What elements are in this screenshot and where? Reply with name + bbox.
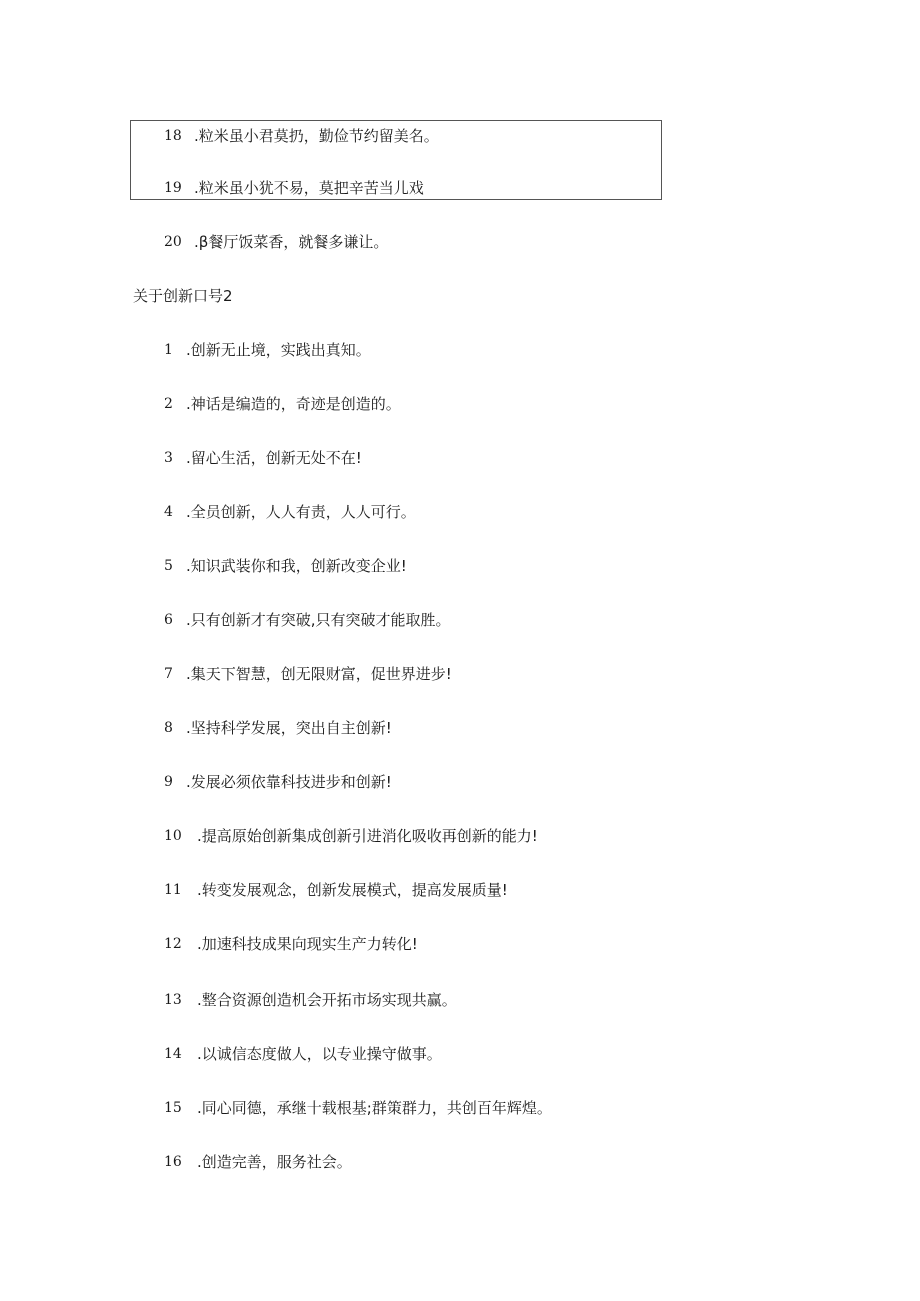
item-text: .加速科技成果向现实生产力转化! [197,935,418,953]
item-text: .整合资源创造机会开拓市场实现共赢。 [197,991,457,1009]
item-text: .集天下智慧，创无限财富，促世界进步! [186,665,452,683]
item-number: 5 [164,558,173,574]
item-number: 19 [164,180,182,196]
item-number: 16 [164,1154,182,1170]
item-number: 18 [164,128,182,144]
item-number: 9 [164,774,173,790]
item-number: 8 [164,720,173,736]
item-text: .转变发展观念，创新发展模式，提高发展质量! [197,881,508,899]
item-text: .留心生活，创新无处不在! [186,449,362,467]
item-number: 15 [164,1100,182,1116]
item-text: .同心同德，承继十载根基;群策群力，共创百年辉煌。 [197,1099,552,1117]
item-number: 2 [164,396,173,412]
item-text: .全员创新，人人有责，人人可行。 [186,503,416,521]
item-number: 1 [164,342,173,358]
section-heading: 关于创新口号2 [133,287,233,305]
item-number: 3 [164,450,173,466]
item-text: .发展必须依靠科技进步和创新! [186,773,392,791]
item-text: .知识武装你和我，创新改变企业! [186,557,407,575]
item-number: 6 [164,612,173,628]
item-number: 20 [164,234,182,250]
item-text: .创新无止境，实践出真知。 [186,341,371,359]
item-number: 4 [164,504,173,520]
item-number: 13 [164,992,182,1008]
item-number: 7 [164,666,173,682]
item-number: 14 [164,1046,182,1062]
item-text: .创造完善，服务社会。 [197,1153,352,1171]
item-text: .神话是编造的，奇迹是创造的。 [186,395,401,413]
item-text: .坚持科学发展，突出自主创新! [186,719,392,737]
item-number: 11 [164,882,182,898]
item-number: 10 [164,828,182,844]
item-text: .粒米虽小君莫扔，勤俭节约留美名。 [194,127,439,145]
item-text: .以诚信态度做人，以专业操守做事。 [197,1045,442,1063]
item-text: .β餐厅饭菜香，就餐多谦让。 [194,233,389,251]
item-number: 12 [164,936,182,952]
item-text: .粒米虽小犹不易，莫把辛苦当儿戏 [194,179,424,197]
item-text: .提高原始创新集成创新引进消化吸收再创新的能力! [197,827,538,845]
item-text: .只有创新才有突破,只有突破才能取胜。 [186,611,451,629]
